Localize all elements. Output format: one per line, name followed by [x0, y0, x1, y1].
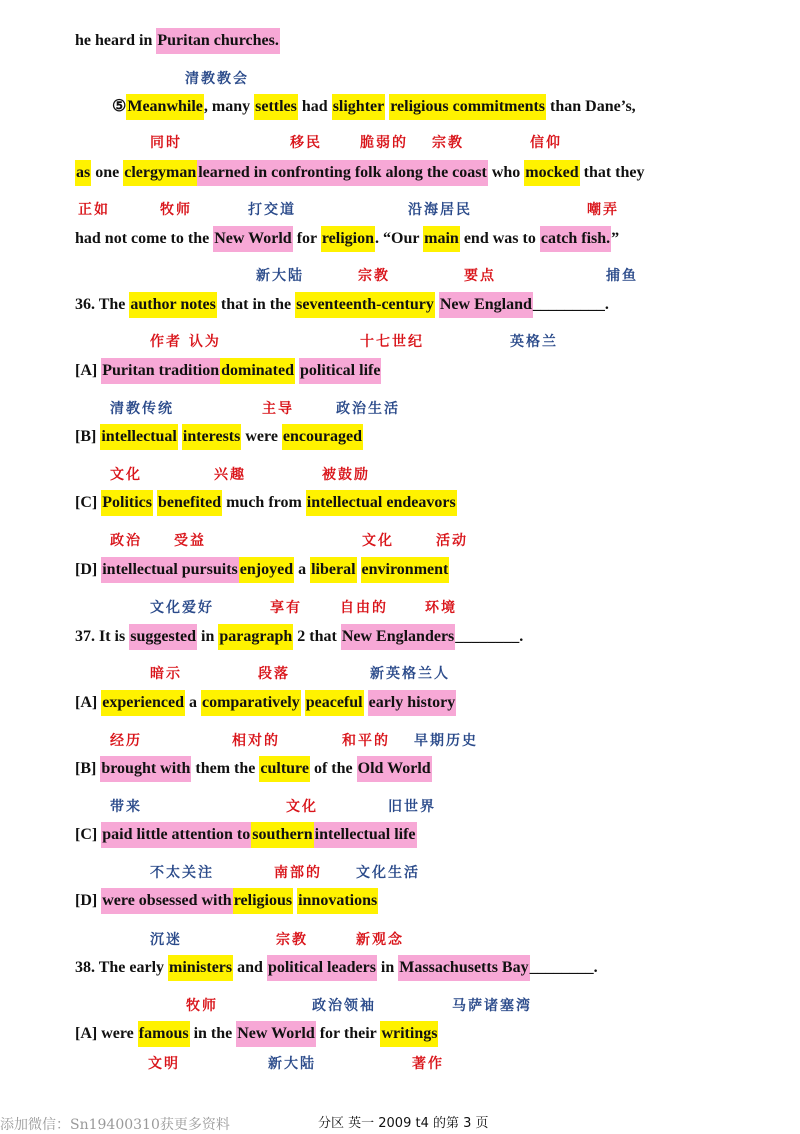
highlight-yellow: writings: [380, 1021, 438, 1047]
annotation-note: 文化生活: [356, 865, 420, 881]
highlight-yellow: interests: [182, 424, 241, 450]
annotation-note: 清教传统: [110, 401, 174, 417]
annotation-note: 十七世纪: [360, 334, 424, 350]
highlight-pink: Puritan tradition: [101, 358, 220, 384]
annotation-note: 受益: [174, 533, 206, 549]
annotation-note: 活动: [436, 533, 468, 549]
highlight-yellow: author notes: [129, 292, 217, 318]
annotation-note: 宗教: [358, 268, 390, 284]
highlight-yellow: peaceful: [305, 690, 364, 716]
highlight-pink: brought with: [100, 756, 191, 782]
annotation-note: 宗教: [276, 932, 308, 948]
annotation-note: 牧师: [186, 998, 218, 1014]
highlight-pink: catch fish.: [540, 226, 611, 252]
text-line: 37. It is suggested in paragraph 2 that New Englanders________.: [75, 624, 523, 650]
highlight-pink: New England: [439, 292, 533, 318]
annotation-note: 环境: [425, 600, 457, 616]
annotation-note: 英格兰: [510, 334, 558, 350]
annotation-note: 移民: [290, 135, 322, 151]
text-line: had not come to the New World for religion. “Our main end was to catch fish.”: [75, 226, 619, 252]
text-line: ⑤Meanwhile, many settles had slighter religious commitments than Dane’s,: [112, 94, 636, 120]
highlight-yellow: settles: [254, 94, 298, 120]
annotation-note: 牧师: [160, 202, 192, 218]
highlight-yellow: comparatively: [201, 690, 301, 716]
annotation-note: 享有: [270, 600, 302, 616]
annotation-note: 正如: [78, 202, 110, 218]
annotation-note: 文化爱好: [150, 600, 214, 616]
highlight-yellow: intellectual: [100, 424, 178, 450]
highlight-pink: paid little attention to: [101, 822, 251, 848]
annotation-note: 段落: [258, 666, 290, 682]
annotation-note: 政治领袖: [312, 998, 376, 1014]
text-line: [A] Puritan tradition dominated political life: [75, 358, 381, 384]
highlight-yellow: Politics: [101, 490, 153, 516]
text-line: as one clergyman learned in confronting folk along the coast who mocked that they: [75, 160, 645, 186]
text-line: [A] experienced a comparatively peaceful early history: [75, 690, 456, 716]
highlight-pink: New World: [213, 226, 292, 252]
highlight-pink: were obsessed with: [101, 888, 232, 914]
highlight-yellow: liberal: [310, 557, 356, 583]
highlight-pink: intellectual life: [314, 822, 417, 848]
annotation-note: 捕鱼: [606, 268, 638, 284]
annotation-note: 信仰: [530, 135, 562, 151]
highlight-yellow: intellectual endeavors: [306, 490, 457, 516]
text-line: [B] intellectual interests were encouraged: [75, 424, 363, 450]
annotation-note: 旧世界: [388, 799, 436, 815]
highlight-pink: Puritan churches.: [156, 28, 279, 54]
annotation-note: 政治生活: [336, 401, 400, 417]
annotation-note: 新大陆: [268, 1056, 316, 1072]
highlight-yellow: experienced: [101, 690, 185, 716]
annotation-note: 新观念: [356, 932, 404, 948]
highlight-yellow: religion: [321, 226, 375, 252]
annotation-note: 早期历史: [414, 733, 478, 749]
text-line: [B] brought with them the culture of the Old World: [75, 756, 432, 782]
highlight-yellow: main: [423, 226, 460, 252]
text-line: [C] paid little attention to southern intellectual life: [75, 822, 417, 848]
highlight-yellow: slighter: [332, 94, 386, 120]
highlight-yellow: southern: [251, 822, 313, 848]
highlight-yellow: as: [75, 160, 91, 186]
annotation-note: 宗教: [432, 135, 464, 151]
text-line: [C] Politics benefited much from intellectual endeavors: [75, 490, 457, 516]
highlight-yellow: religious commitments: [389, 94, 546, 120]
annotation-note: 清教教会: [185, 71, 249, 87]
highlight-yellow: benefited: [157, 490, 222, 516]
annotation-note: 要点: [464, 268, 496, 284]
text-line: [A] were famous in the New World for their writings: [75, 1021, 438, 1047]
annotation-note: 不太关注: [150, 865, 214, 881]
annotation-note: 暗示: [150, 666, 182, 682]
text-line: [D] intellectual pursuits enjoyed a liberal environment: [75, 557, 449, 583]
highlight-pink: suggested: [129, 624, 197, 650]
annotation-note: 文化: [110, 467, 142, 483]
annotation-note: 嘲弄: [587, 202, 619, 218]
annotation-note: 同时: [150, 135, 182, 151]
highlight-pink: early history: [368, 690, 457, 716]
highlight-yellow: mocked: [524, 160, 579, 186]
annotation-note: 南部的: [274, 865, 322, 881]
annotation-note: 著作: [412, 1056, 444, 1072]
watermark-text: 添加微信：Sn19400310获更多资料: [0, 1117, 230, 1133]
highlight-yellow: dominated: [220, 358, 295, 384]
annotation-note: 文化: [362, 533, 394, 549]
highlight-yellow: religious: [233, 888, 293, 914]
annotation-note: 兴趣: [214, 467, 246, 483]
annotation-note: 新英格兰人: [370, 666, 450, 682]
highlight-pink: political life: [299, 358, 381, 384]
highlight-pink: Massachusetts Bay: [398, 955, 529, 981]
annotation-note: 政治: [110, 533, 142, 549]
annotation-note: 自由的: [340, 600, 388, 616]
highlight-yellow: enjoyed: [239, 557, 294, 583]
annotation-note: 沿海居民: [408, 202, 472, 218]
annotation-note: 主导: [262, 401, 294, 417]
highlight-yellow: culture: [259, 756, 310, 782]
highlight-pink: learned in confronting folk along the coast: [197, 160, 488, 186]
page-footer: 分区 英一 2009 t4 的第 3 页: [318, 1116, 489, 1131]
highlight-yellow: encouraged: [282, 424, 363, 450]
annotation-note: 打交道: [248, 202, 296, 218]
annotation-note: 被鼓励: [322, 467, 370, 483]
highlight-yellow: clergyman: [123, 160, 197, 186]
highlight-yellow: environment: [361, 557, 450, 583]
highlight-pink: political leaders: [267, 955, 377, 981]
annotation-note: 沉迷: [150, 932, 182, 948]
highlight-pink: New World: [236, 1021, 315, 1047]
annotation-note: 带来: [110, 799, 142, 815]
highlight-pink: intellectual pursuits: [101, 557, 239, 583]
annotation-note: 和平的: [342, 733, 390, 749]
highlight-yellow: Meanwhile: [126, 94, 204, 120]
annotation-note: 脆弱的: [360, 135, 408, 151]
annotation-note: 文明: [148, 1056, 180, 1072]
annotation-note: 文化: [286, 799, 318, 815]
highlight-yellow: paragraph: [218, 624, 293, 650]
highlight-pink: Old World: [357, 756, 432, 782]
highlight-yellow: ministers: [168, 955, 233, 981]
annotation-note: 相对的: [232, 733, 280, 749]
text-line: he heard in Puritan churches.: [75, 28, 280, 54]
highlight-yellow: innovations: [297, 888, 378, 914]
text-line: [D] were obsessed with religious innovations: [75, 888, 378, 914]
annotation-note: 新大陆: [256, 268, 304, 284]
highlight-yellow: famous: [138, 1021, 190, 1047]
text-line: 36. The author notes that in the seventeenth-century New England_________.: [75, 292, 609, 318]
annotation-note: 作者 认为: [150, 334, 221, 350]
annotation-note: 经历: [110, 733, 142, 749]
highlight-pink: New Englanders: [341, 624, 455, 650]
highlight-yellow: seventeenth-century: [295, 292, 435, 318]
annotation-note: 马萨诸塞湾: [452, 998, 532, 1014]
text-line: 38. The early ministers and political leaders in Massachusetts Bay________.: [75, 955, 598, 981]
